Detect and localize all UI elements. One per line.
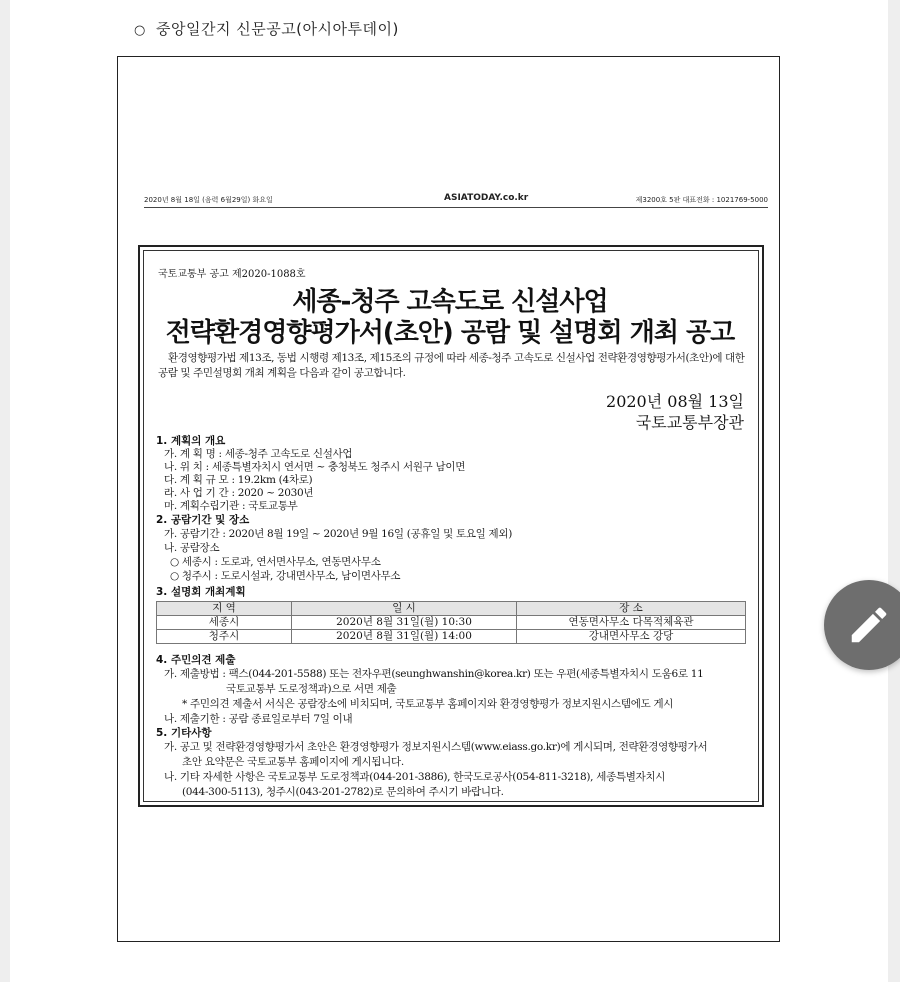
section-1-item: 나. 위 치 : 세종특별자치시 연서면 ~ 충청북도 청주시 서원구 남이면	[164, 461, 466, 473]
notice-intro: 환경영향평가법 제13조, 동법 시행령 제13조, 제15조의 규정에 따라 세종-청주 고속도로 신설사업 전략환경영향평가서(초안)에 대한 공람 및 주민설명회 개최 계획을 다음과 같이 공고합니다.	[158, 352, 745, 379]
notice-title-line2: 전략환경영향평가서(초안) 공람 및 설명회 개최 공고	[165, 318, 735, 348]
notice-title-line1: 세종-청주 고속도로 신설사업	[292, 287, 608, 317]
section-heading	[134, 18, 399, 39]
section-5-title: 5. 기타사항	[156, 727, 212, 739]
section-2-place: ○ 청주시 : 도로시설과, 강내면사무소, 남이면사무소	[170, 570, 401, 582]
section-4-method-cont: 국토교통부 도로정책과)으로 서면 제출	[226, 683, 397, 695]
section-5-item: 나. 기타 자세한 사항은 국토교통부 도로정책과(044-201-3886), 한국도로공사(054-811-3218), 세종특별자치시	[164, 771, 666, 783]
notice-issuer: 국토교통부장관	[635, 413, 744, 432]
newspaper-date: 2020년 8월 18일 (음력 6월29일) 화요일	[144, 196, 273, 204]
edit-button[interactable]	[824, 580, 900, 670]
section-2-title: 2. 공람기간 및 장소	[156, 514, 250, 526]
notice-date: 2020년 08월 13일	[606, 392, 744, 411]
newspaper-clipping-image	[117, 56, 780, 942]
section-1-item: 라. 사 업 기 간 : 2020 ~ 2030년	[164, 487, 314, 499]
section-4-deadline: 나. 제출기한 : 공람 종료일로부터 7일 이내	[164, 713, 353, 725]
table-cell: 2020년 8월 31일(월) 10:30	[292, 616, 517, 630]
section-4-title: 4. 주민의견 제출	[156, 654, 236, 666]
section-2-place: ○ 세종시 : 도로과, 연서면사무소, 연동면사무소	[170, 556, 381, 568]
pencil-icon	[846, 602, 892, 648]
section-1-title: 1. 계획의 개요	[156, 435, 226, 447]
table-header-row	[157, 602, 746, 616]
table-cell: 2020년 8월 31일(월) 14:00	[292, 630, 517, 644]
section-4-note: * 주민의견 제출서 서식은 공람장소에 비치되며, 국토교통부 홈페이지와 환경영향평가 정보지원시스템에도 게시	[182, 698, 674, 710]
section-4-method: 가. 제출방법 : 팩스(044-201-5588) 또는 전자우편(seunghwanshin@korea.kr) 또는 우편(세종특별자치시 도움6로 11	[164, 668, 704, 680]
section-5-item-cont: (044-300-5113), 청주시(043-201-2782)로 문의하여 주시기 바랍니다.	[182, 786, 504, 798]
table-cell: 강내면사무소 강당	[517, 630, 746, 644]
section-1-item: 가. 계 획 명 : 세종-청주 고속도로 신설사업	[164, 448, 353, 460]
table-cell: 세종시	[157, 616, 292, 630]
table-row	[157, 616, 746, 630]
section-5-item-cont: 초안 요약문은 국토교통부 홈페이지에 게시됩니다.	[182, 756, 404, 768]
section-2-period: 가. 공람기간 : 2020년 8월 19일 ~ 2020년 9월 16일 (공휴일 및 토요일 제외)	[164, 528, 513, 540]
table-header-cell: 장 소	[517, 602, 746, 616]
newspaper-issue: 제3200호 5판 대표전화 : 1021769-5000	[635, 196, 768, 204]
table-header-cell: 지 역	[157, 602, 292, 616]
section-heading-text: 중앙일간지 신문공고(아시아투데이)	[156, 20, 399, 38]
section-5-item: 가. 공고 및 전략환경영향평가서 초안은 환경영향평가 정보지원시스템(www.eiass.go.kr)에 게시되며, 전략환경영향평가서	[164, 741, 708, 753]
notice-number: 국토교통부 공고 제2020-1088호	[158, 269, 306, 280]
public-notice-box	[138, 245, 764, 807]
section-2-place-label: 나. 공람장소	[164, 542, 220, 554]
newspaper-masthead	[144, 193, 768, 208]
table-row	[157, 630, 746, 644]
section-3-title: 3. 설명회 개최계획	[156, 586, 246, 598]
public-notice-inner	[143, 250, 759, 802]
section-1-item: 마. 계획수립기관 : 국토교통부	[164, 500, 298, 512]
table-cell: 연동면사무소 다목적체육관	[517, 616, 746, 630]
section-1-item: 다. 계 획 규 모 : 19.2km (4차로)	[164, 474, 313, 486]
table-header-cell: 일 시	[292, 602, 517, 616]
bullet-icon: ○	[134, 23, 146, 38]
newspaper-logo: ASIATODAY.co.kr	[444, 193, 529, 203]
table-cell: 청주시	[157, 630, 292, 644]
briefing-schedule-table	[156, 601, 746, 644]
right-gutter	[888, 0, 900, 982]
left-gutter	[0, 0, 10, 982]
